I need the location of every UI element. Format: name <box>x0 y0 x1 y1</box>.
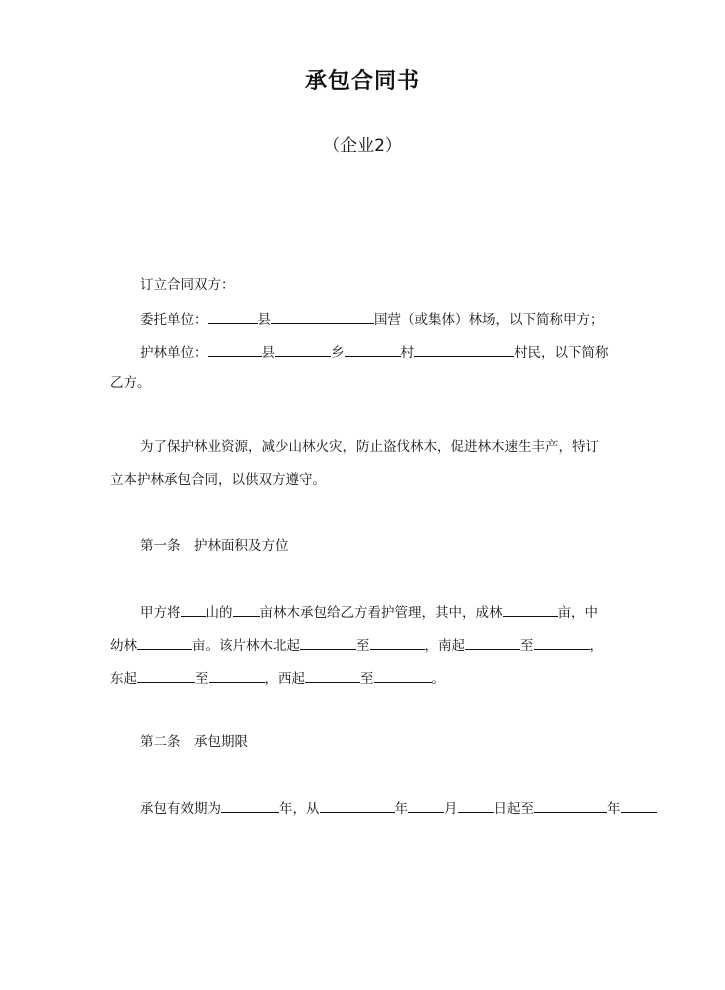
article-1-line-2 <box>110 635 603 655</box>
client-county: 县 <box>257 312 271 328</box>
blank-field[interactable] <box>208 342 262 357</box>
article-1-line-3 <box>110 668 445 688</box>
text-run: ，南起 <box>424 638 465 654</box>
document-subtitle: （企业2） <box>323 136 402 156</box>
parties-heading: 订立合同双方： <box>140 277 235 293</box>
blank-field[interactable] <box>233 602 260 617</box>
text-run: 年，从 <box>279 801 320 817</box>
text-run: ， <box>589 638 603 654</box>
text-run: 甲方将 <box>140 605 181 621</box>
text-run: 亩林木承包给乙方看护管理，其中，成林 <box>259 605 503 621</box>
text-run: 月 <box>444 801 458 817</box>
blank-field[interactable] <box>275 342 331 357</box>
blank-field[interactable] <box>534 635 590 650</box>
blank-field[interactable] <box>221 798 279 813</box>
purpose-line-1: 为了保护林业资源，减少山林火灾，防止盗伐林木，促进林木速生丰产，特订 <box>140 439 599 455</box>
blank-field[interactable] <box>208 309 258 324</box>
article-1-heading: 第一条 护林面积及方位 <box>140 538 289 554</box>
text-run: 至 <box>520 638 534 654</box>
blank-field[interactable] <box>374 668 432 683</box>
blank-field[interactable] <box>414 342 514 357</box>
client-farm: 国营（或集体）林场，以下简称甲方； <box>374 312 604 328</box>
blank-field[interactable] <box>534 798 607 813</box>
contractor-township: 乡 <box>331 345 345 361</box>
text-run: 幼林 <box>110 638 137 654</box>
text-run: 至 <box>356 638 370 654</box>
purpose-line-2: 立本护林承包合同，以供双方遵守。 <box>110 472 326 488</box>
contractor-short-name: 乙方。 <box>110 375 151 391</box>
text-run: 山的 <box>205 605 233 621</box>
text-run: 至 <box>360 671 374 687</box>
text-run: 东起 <box>110 671 137 687</box>
blank-field[interactable] <box>458 798 494 813</box>
blank-field[interactable] <box>345 342 401 357</box>
text-run: 年 <box>607 801 621 817</box>
client-label: 委托单位： <box>140 312 208 328</box>
contractor-village: 村 <box>400 345 414 361</box>
text-run: 亩。该片林木北起 <box>192 638 300 654</box>
contractor-county: 县 <box>261 345 275 361</box>
contractor-label: 护林单位： <box>140 345 208 361</box>
blank-field[interactable] <box>300 635 356 650</box>
text-run: 至 <box>195 671 209 687</box>
blank-field[interactable] <box>137 668 195 683</box>
text-run: 亩，中 <box>557 605 598 621</box>
text-run: ，西起 <box>264 671 305 687</box>
blank-field[interactable] <box>621 798 657 813</box>
text-run: 承包有效期为 <box>140 801 221 817</box>
document-title: 承包合同书 <box>304 69 420 94</box>
blank-field[interactable] <box>503 602 558 617</box>
text-run: 。 <box>431 671 445 687</box>
blank-field[interactable] <box>271 309 374 324</box>
article-2-heading: 第二条 承包期限 <box>140 734 248 750</box>
blank-field[interactable] <box>209 668 265 683</box>
blank-field[interactable] <box>137 635 192 650</box>
article-1-line-1 <box>140 602 598 622</box>
blank-field[interactable] <box>181 602 206 617</box>
contractor-line <box>140 342 609 362</box>
blank-field[interactable] <box>370 635 425 650</box>
article-2-line-1 <box>140 798 657 818</box>
blank-field[interactable] <box>408 798 444 813</box>
blank-field[interactable] <box>305 668 360 683</box>
text-run: 日起至 <box>493 801 534 817</box>
contractor-villagers: 村民，以下简称 <box>514 345 609 361</box>
blank-field[interactable] <box>320 798 395 813</box>
blank-field[interactable] <box>465 635 520 650</box>
text-run: 年 <box>394 801 408 817</box>
client-line <box>140 309 604 329</box>
